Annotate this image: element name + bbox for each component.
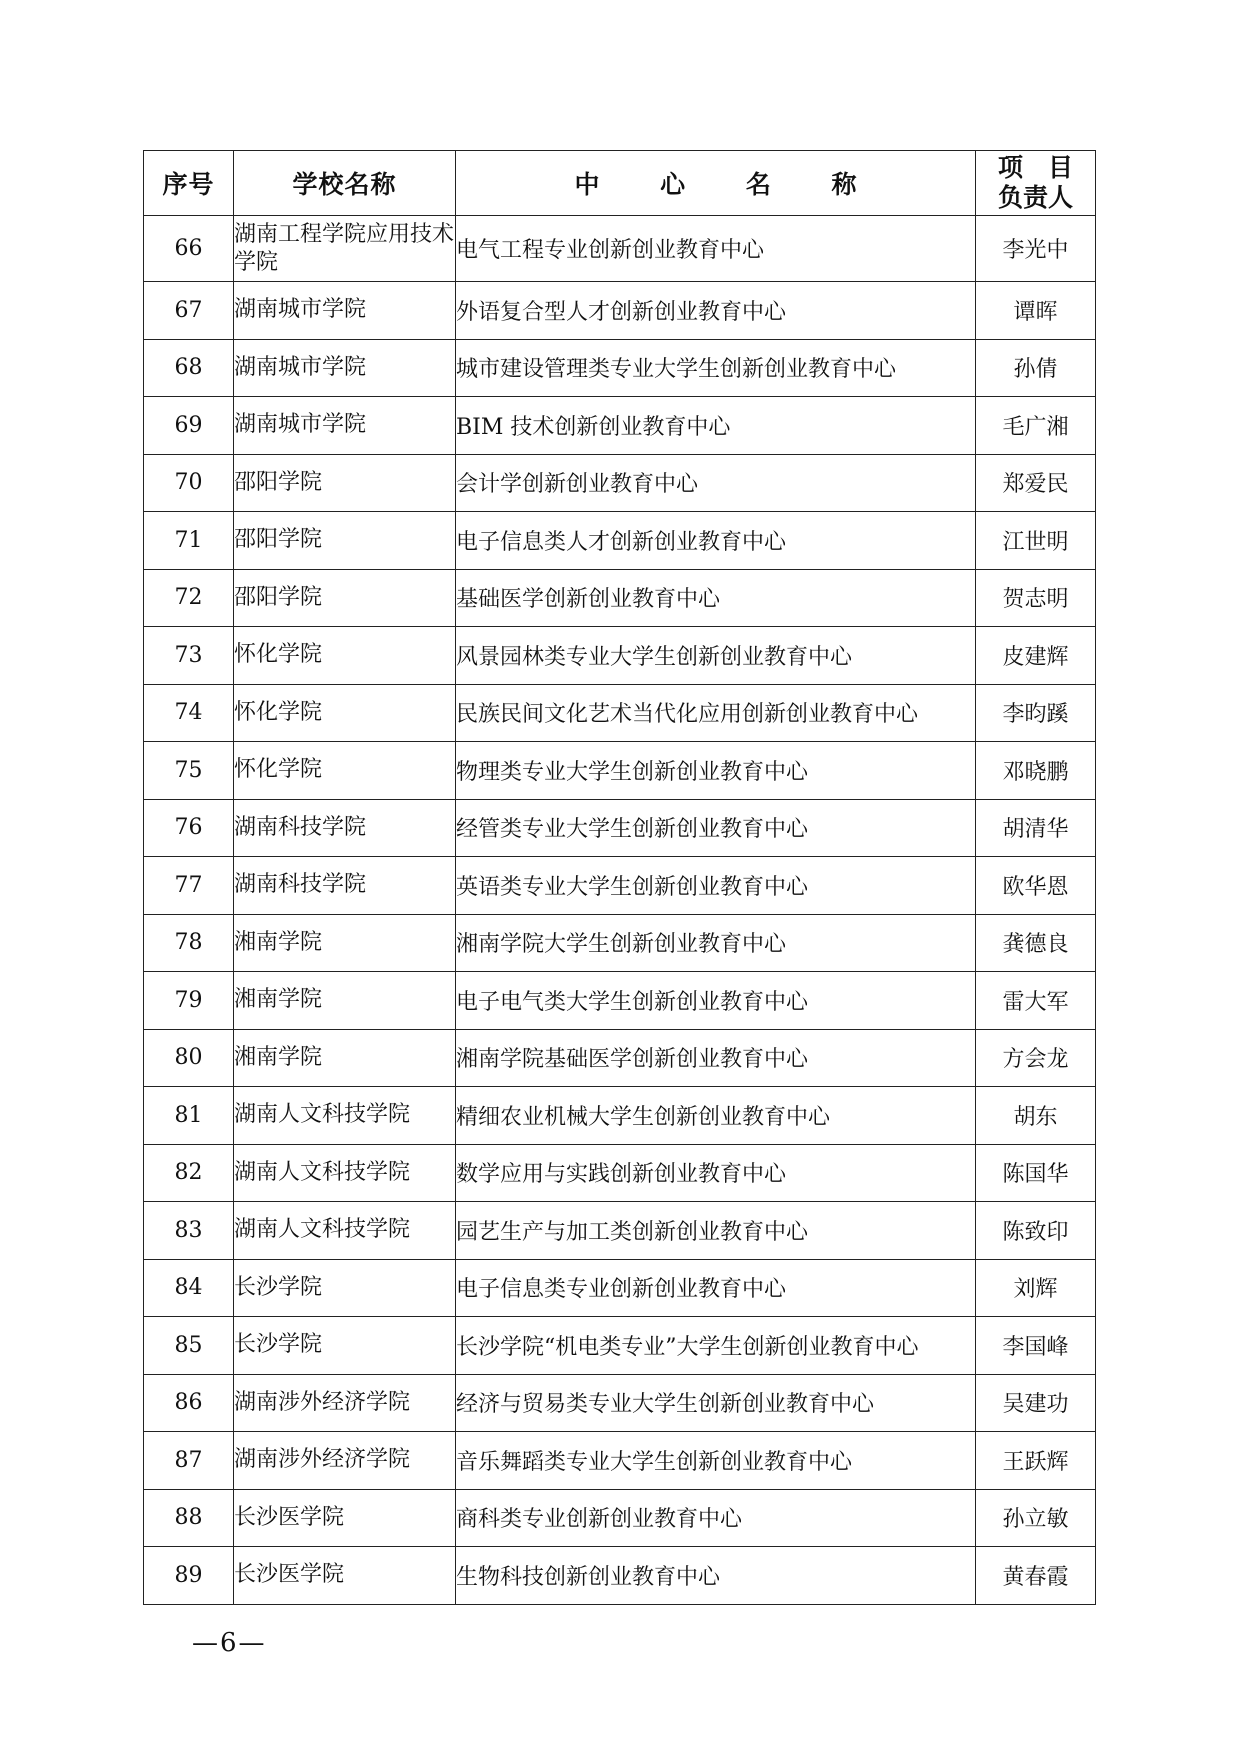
cell-lead: 毛广湘 bbox=[976, 397, 1096, 455]
cell-seq: 68 bbox=[144, 339, 234, 397]
table-row bbox=[144, 454, 1096, 512]
header-lead-line1: 项 目 bbox=[997, 153, 1073, 182]
header-lead-line2: 负责人 bbox=[997, 183, 1073, 212]
table-row bbox=[144, 1144, 1096, 1202]
cell-school: 湖南工程学院应用技术学院 bbox=[234, 216, 456, 282]
header-lead bbox=[976, 151, 1096, 216]
cell-school: 长沙学院 bbox=[234, 1317, 456, 1375]
cell-center: 音乐舞蹈类专业大学生创新创业教育中心 bbox=[456, 1432, 976, 1490]
cell-school: 湖南城市学院 bbox=[234, 282, 456, 340]
cell-lead: 江世明 bbox=[976, 512, 1096, 570]
header-seq: 序号 bbox=[144, 151, 234, 216]
cell-school: 湖南人文科技学院 bbox=[234, 1202, 456, 1260]
table-row bbox=[144, 282, 1096, 340]
cell-center: 电子信息类专业创新创业教育中心 bbox=[456, 1259, 976, 1317]
cell-seq: 83 bbox=[144, 1202, 234, 1260]
table-row bbox=[144, 1547, 1096, 1605]
cell-lead: 王跃辉 bbox=[976, 1432, 1096, 1490]
cell-school: 湖南涉外经济学院 bbox=[234, 1432, 456, 1490]
table-row bbox=[144, 742, 1096, 800]
cell-seq: 81 bbox=[144, 1087, 234, 1145]
table-row bbox=[144, 216, 1096, 282]
cell-school: 湘南学院 bbox=[234, 914, 456, 972]
table-row bbox=[144, 1202, 1096, 1260]
cell-lead: 龚德良 bbox=[976, 914, 1096, 972]
cell-lead: 谭晖 bbox=[976, 282, 1096, 340]
cell-center: BIM 技术创新创业教育中心 bbox=[456, 397, 976, 455]
table-row bbox=[144, 397, 1096, 455]
cell-center: 民族民间文化艺术当代化应用创新创业教育中心 bbox=[456, 684, 976, 742]
cell-seq: 82 bbox=[144, 1144, 234, 1202]
cell-school: 湖南科技学院 bbox=[234, 857, 456, 915]
cell-seq: 73 bbox=[144, 627, 234, 685]
cell-center: 电气工程专业创新创业教育中心 bbox=[456, 216, 976, 282]
cell-center: 精细农业机械大学生创新创业教育中心 bbox=[456, 1087, 976, 1145]
cell-seq: 69 bbox=[144, 397, 234, 455]
cell-seq: 87 bbox=[144, 1432, 234, 1490]
cell-school: 湖南人文科技学院 bbox=[234, 1087, 456, 1145]
cell-lead: 李国峰 bbox=[976, 1317, 1096, 1375]
cell-center: 商科类专业创新创业教育中心 bbox=[456, 1489, 976, 1547]
cell-seq: 71 bbox=[144, 512, 234, 570]
cell-school: 怀化学院 bbox=[234, 627, 456, 685]
cell-lead: 吴建功 bbox=[976, 1374, 1096, 1432]
cell-center: 英语类专业大学生创新创业教育中心 bbox=[456, 857, 976, 915]
table-row bbox=[144, 1317, 1096, 1375]
cell-lead: 胡东 bbox=[976, 1087, 1096, 1145]
cell-school: 湖南城市学院 bbox=[234, 339, 456, 397]
cell-school: 怀化学院 bbox=[234, 742, 456, 800]
table-row bbox=[144, 627, 1096, 685]
cell-seq: 70 bbox=[144, 454, 234, 512]
table-row bbox=[144, 1432, 1096, 1490]
cell-lead: 陈致印 bbox=[976, 1202, 1096, 1260]
table-row bbox=[144, 857, 1096, 915]
cell-school: 长沙医学院 bbox=[234, 1489, 456, 1547]
cell-center: 基础医学创新创业教育中心 bbox=[456, 569, 976, 627]
cell-lead: 郑爱民 bbox=[976, 454, 1096, 512]
cell-seq: 77 bbox=[144, 857, 234, 915]
cell-lead: 雷大军 bbox=[976, 972, 1096, 1030]
cell-center: 经济与贸易类专业大学生创新创业教育中心 bbox=[456, 1374, 976, 1432]
cell-lead: 皮建辉 bbox=[976, 627, 1096, 685]
cell-seq: 78 bbox=[144, 914, 234, 972]
cell-school: 怀化学院 bbox=[234, 684, 456, 742]
cell-school: 湘南学院 bbox=[234, 1029, 456, 1087]
table-row bbox=[144, 1029, 1096, 1087]
cell-lead: 陈国华 bbox=[976, 1144, 1096, 1202]
cell-seq: 84 bbox=[144, 1259, 234, 1317]
cell-center: 物理类专业大学生创新创业教育中心 bbox=[456, 742, 976, 800]
cell-center: 经管类专业大学生创新创业教育中心 bbox=[456, 799, 976, 857]
cell-school: 湖南涉外经济学院 bbox=[234, 1374, 456, 1432]
cell-center: 长沙学院“机电类专业”大学生创新创业教育中心 bbox=[456, 1317, 976, 1375]
cell-center: 电子电气类大学生创新创业教育中心 bbox=[456, 972, 976, 1030]
table-header-row bbox=[144, 151, 1096, 216]
cell-center: 湘南学院基础医学创新创业教育中心 bbox=[456, 1029, 976, 1087]
cell-center: 城市建设管理类专业大学生创新创业教育中心 bbox=[456, 339, 976, 397]
cell-lead: 胡清华 bbox=[976, 799, 1096, 857]
cell-school: 湖南城市学院 bbox=[234, 397, 456, 455]
table-row bbox=[144, 512, 1096, 570]
cell-lead: 欧华恩 bbox=[976, 857, 1096, 915]
cell-lead: 贺志明 bbox=[976, 569, 1096, 627]
cell-lead: 李光中 bbox=[976, 216, 1096, 282]
table-row bbox=[144, 914, 1096, 972]
cell-school: 湖南科技学院 bbox=[234, 799, 456, 857]
cell-seq: 67 bbox=[144, 282, 234, 340]
table-row bbox=[144, 569, 1096, 627]
cell-school: 湘南学院 bbox=[234, 972, 456, 1030]
table-row bbox=[144, 1087, 1096, 1145]
cell-center: 生物科技创新创业教育中心 bbox=[456, 1547, 976, 1605]
cell-lead: 刘辉 bbox=[976, 1259, 1096, 1317]
cell-school: 长沙医学院 bbox=[234, 1547, 456, 1605]
table-row bbox=[144, 1489, 1096, 1547]
cell-lead: 李昀蹊 bbox=[976, 684, 1096, 742]
cell-center: 会计学创新创业教育中心 bbox=[456, 454, 976, 512]
cell-school: 邵阳学院 bbox=[234, 569, 456, 627]
cell-center: 园艺生产与加工类创新创业教育中心 bbox=[456, 1202, 976, 1260]
cell-lead: 邓晓鹏 bbox=[976, 742, 1096, 800]
cell-school: 长沙学院 bbox=[234, 1259, 456, 1317]
table-row bbox=[144, 972, 1096, 1030]
center-list-table bbox=[143, 150, 1096, 1605]
header-school: 学校名称 bbox=[234, 151, 456, 216]
cell-seq: 86 bbox=[144, 1374, 234, 1432]
table-body bbox=[144, 216, 1096, 1605]
cell-seq: 66 bbox=[144, 216, 234, 282]
table-row bbox=[144, 339, 1096, 397]
cell-center: 湘南学院大学生创新创业教育中心 bbox=[456, 914, 976, 972]
cell-lead: 方会龙 bbox=[976, 1029, 1096, 1087]
cell-seq: 72 bbox=[144, 569, 234, 627]
cell-seq: 74 bbox=[144, 684, 234, 742]
cell-seq: 80 bbox=[144, 1029, 234, 1087]
page-number: —6— bbox=[192, 1628, 267, 1658]
cell-school: 湖南人文科技学院 bbox=[234, 1144, 456, 1202]
cell-school: 邵阳学院 bbox=[234, 512, 456, 570]
cell-center: 风景园林类专业大学生创新创业教育中心 bbox=[456, 627, 976, 685]
table-row bbox=[144, 1374, 1096, 1432]
header-center: 中 心 名 称 bbox=[456, 151, 976, 216]
cell-seq: 76 bbox=[144, 799, 234, 857]
cell-lead: 孙倩 bbox=[976, 339, 1096, 397]
table-row bbox=[144, 799, 1096, 857]
cell-seq: 79 bbox=[144, 972, 234, 1030]
table-row bbox=[144, 684, 1096, 742]
cell-center: 数学应用与实践创新创业教育中心 bbox=[456, 1144, 976, 1202]
cell-school: 邵阳学院 bbox=[234, 454, 456, 512]
cell-seq: 85 bbox=[144, 1317, 234, 1375]
cell-lead: 孙立敏 bbox=[976, 1489, 1096, 1547]
table-row bbox=[144, 1259, 1096, 1317]
cell-seq: 89 bbox=[144, 1547, 234, 1605]
cell-seq: 88 bbox=[144, 1489, 234, 1547]
cell-seq: 75 bbox=[144, 742, 234, 800]
cell-center: 外语复合型人才创新创业教育中心 bbox=[456, 282, 976, 340]
cell-center: 电子信息类人才创新创业教育中心 bbox=[456, 512, 976, 570]
cell-lead: 黄春霞 bbox=[976, 1547, 1096, 1605]
